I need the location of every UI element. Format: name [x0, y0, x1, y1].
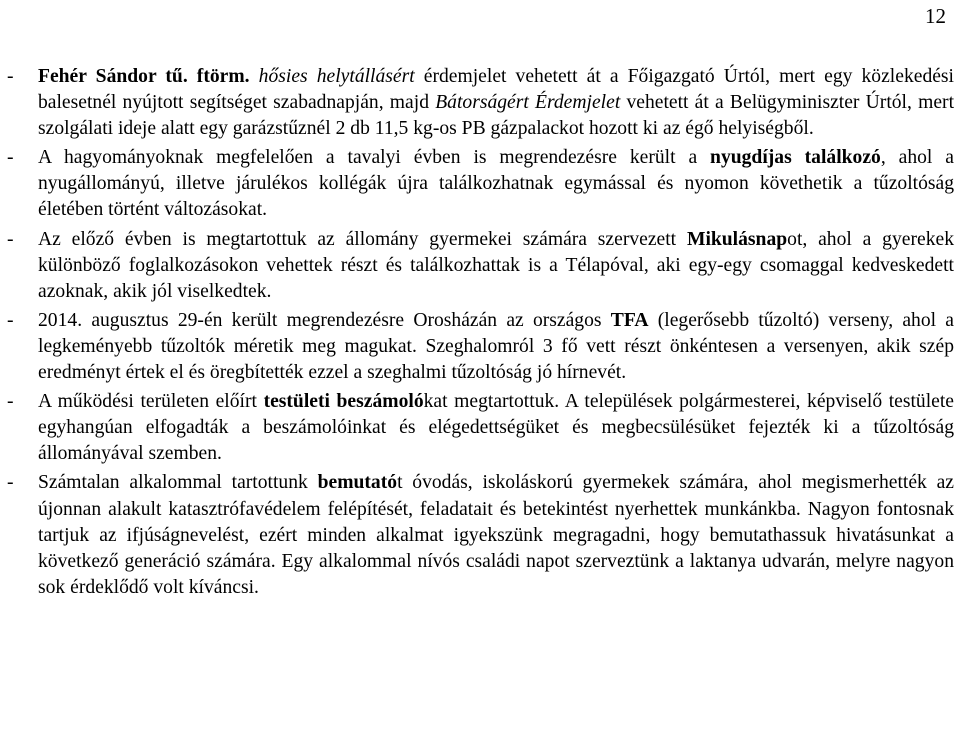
text-segment — [250, 66, 259, 87]
text-segment: ot, ahol a gyerekek különböző foglalkozásokon vehettek részt és találkozhattak is a Télapóval, aki egy-egy csomaggal kedveskedett azoknak, akik jól viselkedtek. — [38, 228, 954, 302]
text-segment: A hagyományoknak megfelelően a tavalyi évben is megrendezésre került a — [38, 147, 711, 169]
bullet-list — [0, 64, 960, 604]
bullet-dash: - — [7, 147, 14, 169]
text-segment: kat megtartottuk. A települések polgármesterei, képviselő testülete egyhangúan elfogadták a beszámolóinkat és elégedettségüket és megbecsülésüket fejezték ki a tűzoltóság állományával szemben. — [38, 391, 955, 465]
text-segment: (legerősebb tűzoltó) verseny, ahol a legkeményebb tűzoltók méretik meg magukat. Szeghalomról 3 fő vett részt önkéntesen a versenyen, akik szép eredményt értek el és öregbítették ezzel a szeghalmi tűzoltóság jó hírnevét. — [38, 309, 954, 384]
list-item — [0, 470, 960, 600]
text-segment: hősies helytállásért — [258, 66, 415, 87]
text-segment: Fehér Sándor tű. ftörm. — [38, 66, 250, 87]
page-number: 12 — [925, 4, 946, 28]
text-segment: vehetett át a Belügyminiszter Úrtól, mert szolgálati ideje alatt egy garázstűznél 2 db 11,5 kg-os PB gázpalackot hozott ki az égő helyiségből. — [38, 92, 955, 140]
text-segment: , ahol a nyugállományú, illetve járulékos kollégák újra találkozhatnak egymással és nyomon követhetik a tűzoltóság életében történt változásokat. — [38, 147, 954, 221]
text-segment: 2014. augusztus 29-én került megrendezésre Orosházán az országos — [38, 309, 611, 331]
text-segment: bemutató — [317, 472, 398, 494]
list-item — [0, 64, 960, 142]
bullet-dash: - — [7, 228, 14, 250]
list-item — [0, 308, 960, 386]
bullet-dash: - — [7, 66, 14, 87]
bullet-dash: - — [7, 391, 14, 413]
bullet-dash: - — [7, 309, 14, 331]
list-item — [0, 389, 960, 467]
text-segment: t óvodás, iskoláskorú gyermekek számára, ahol megismerhették az újonnan alakult katasztrófavédelem felépítését, feladatait és betekintést nyerhettek munkánkba. Nagyon fontosnak tartjuk az ifjúságnevelést, ezért minden alkalmat igyekszünk megragadni, hogy bemutathassuk hivatásunkat a következő generáció számára. Egy alkalommal nívós családi napot szerveztünk a laktanya udvarán, melyre nagyon sok érdeklődő volt kíváncsi. — [38, 472, 954, 598]
list-item — [0, 227, 960, 305]
text-segment: Az előző évben is megtartottuk az állomány gyermekei számára szervezett — [38, 228, 687, 250]
text-segment: A működési területen előírt — [38, 391, 264, 413]
bullet-dash: - — [7, 472, 14, 494]
text-segment: testületi beszámoló — [263, 391, 424, 413]
list-item — [0, 145, 960, 223]
text-segment: nyugdíjas találkozó — [710, 147, 881, 169]
text-segment: Bátorságért Érdemjelet — [435, 92, 621, 114]
text-segment: Számtalan alkalommal tartottunk — [38, 472, 318, 494]
text-segment: TFA — [610, 309, 649, 331]
text-segment: érdemjelet vehetett át a Főigazgató Úrtól, mert egy közlekedési balesetnél nyújtott segítséget szabadnapján, majd — [38, 66, 955, 114]
text-segment: Mikulásnap — [686, 228, 788, 250]
